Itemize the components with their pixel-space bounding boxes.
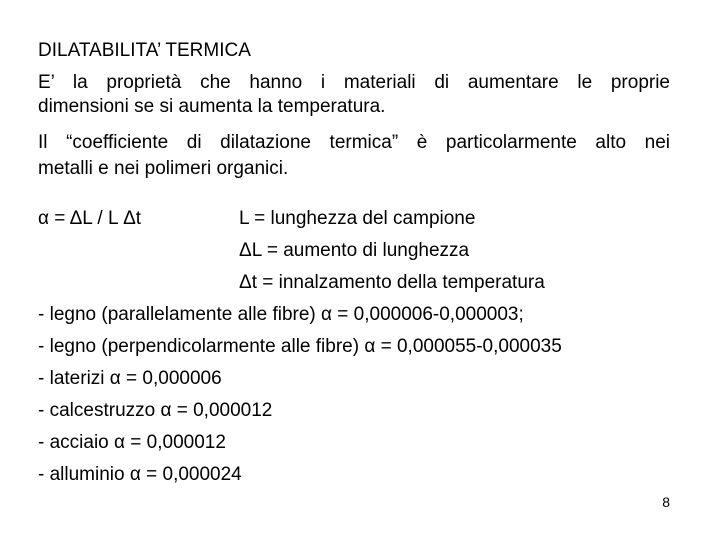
legend-temperature-increase: Δt = innalzamento della temperatura [239,272,545,293]
material-item: - calcestruzzo α = 0,000012 [38,400,273,421]
material-item: - acciaio α = 0,000012 [38,432,226,453]
definition-line-1: E’ la proprietà che hanno i materiali di aumentare le proprie [38,72,670,93]
legend-length-increase: ΔL = aumento di lunghezza [239,240,470,261]
definition-line-2: dimensioni se si aumenta la temperatura. [38,96,386,117]
legend-length: L = lunghezza del campione [239,208,476,229]
material-item: - legno (perpendicolarmente alle fibre) α = 0,000055-0,000035 [38,336,562,357]
page-number: 8 [662,494,670,510]
material-item: - laterizi α = 0,000006 [38,368,222,389]
coefficient-line-1: Il “coefficiente di dilatazione termica” è particolarmente alto nei [38,132,670,153]
material-item: - legno (parallelamente alle fibre) α = 0,000006-0,000003; [38,304,524,325]
material-item: - alluminio α = 0,000024 [38,464,242,485]
slide-title: DILATABILITA’ TERMICA [38,40,251,61]
coefficient-line-2: metalli e nei polimeri organici. [38,158,289,179]
formula: α = ΔL / L Δt [38,208,142,229]
